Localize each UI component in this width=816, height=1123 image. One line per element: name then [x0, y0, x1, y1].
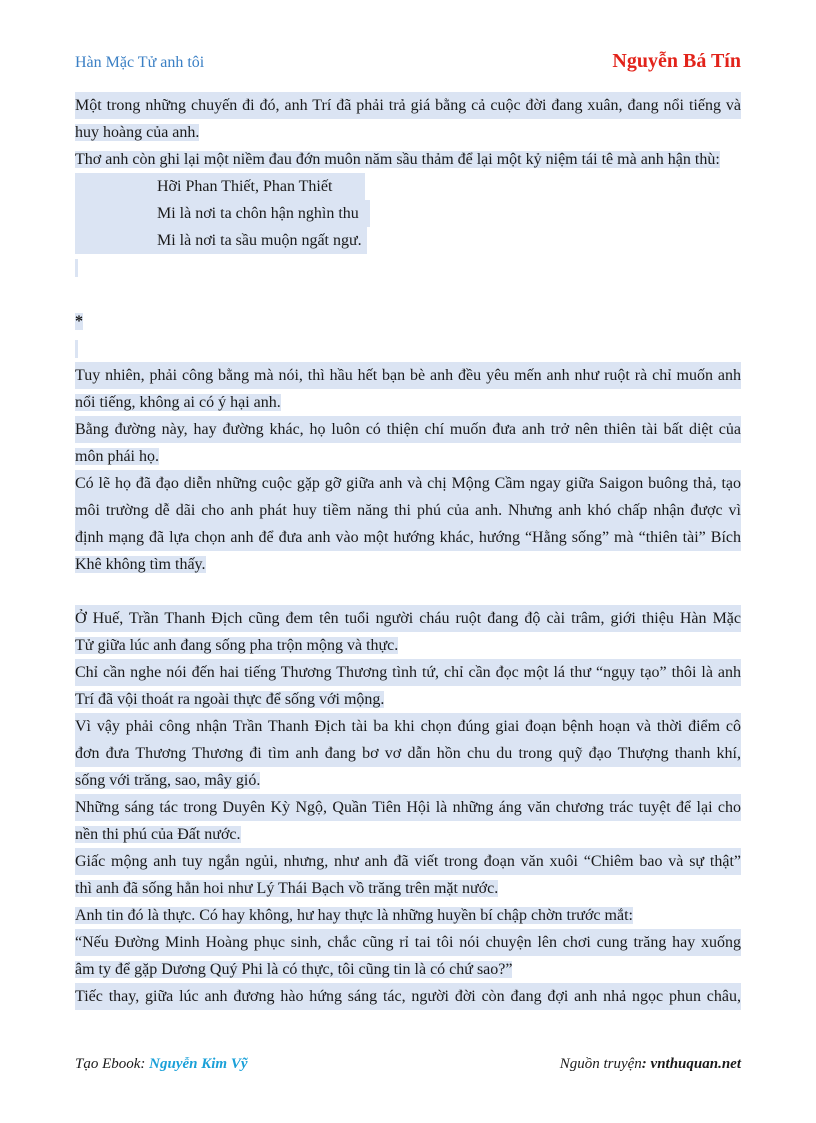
footer-ebook-credit: Tạo Ebook: Nguyễn Kim Vỹ	[75, 1056, 248, 1072]
verse-line[interactable]: Hỡi Phan Thiết, Phan Thiết	[75, 173, 741, 200]
text-line[interactable]: huy hoàng của anh.	[75, 124, 200, 141]
text-line[interactable]: môi trường dễ dãi cho anh phát huy tiềm năng thi phú của anh. Nhưng anh khó chấp nhận được vì	[75, 497, 741, 524]
footer-source-credit: Nguồn truyện: vnthuquan.net	[559, 1056, 741, 1072]
empty-selected-line	[75, 254, 741, 281]
verse-line[interactable]: Mi là nơi ta chôn hận nghìn thu	[75, 200, 741, 227]
text-line[interactable]: môn phái họ.	[75, 448, 159, 465]
page-content[interactable]	[75, 92, 741, 1010]
text-line[interactable]: đơn đưa Thương Thương đi tìm anh đang bơ vơ dẫn hồn chu du trong quỹ đạo Thượng thanh khí,	[75, 740, 741, 767]
text-line[interactable]: Bằng đường này, hay đường khác, họ luôn có thiện chí muốn đưa anh trở nên thiên tài bất diệt của	[75, 416, 741, 443]
empty-selected-line	[75, 335, 741, 362]
text-line[interactable]: Anh tin đó là thực. Có hay không, hư hay thực là những huyền bí chập chờn trước mắt:	[75, 907, 633, 924]
text-line[interactable]: Những sáng tác trong Duyên Kỳ Ngộ, Quần Tiên Hội là những áng văn chương trác tuyệt để lại cho	[75, 794, 741, 821]
text-line[interactable]: Tử giữa lúc anh đang sống pha trộn mộng và thực.	[75, 637, 399, 654]
text-line[interactable]: “Nếu Đường Minh Hoàng phục sinh, chắc cũng rỉ tai tôi nói chuyện lên chơi cung trăng hay xuống	[75, 929, 741, 956]
header-author: Nguyễn Bá Tín	[612, 50, 741, 72]
text-line[interactable]: âm ty để gặp Dương Quý Phi là có thực, tôi cũng tin là có chứ sao?”	[75, 961, 513, 978]
text-line[interactable]: Giấc mộng anh tuy ngắn ngủi, nhưng, như anh đã viết trong đoạn văn xuôi “Chiêm bao và sự thật”	[75, 848, 741, 875]
text-line[interactable]: định mạng đã lựa chọn anh để đưa anh vào một hướng khác, hướng “Hằng sống” mà “thiên tài” Bích	[75, 524, 741, 551]
source-site[interactable]: vnthuquan.net	[650, 1056, 741, 1072]
text-line[interactable]: Có lẽ họ đã đạo diễn những cuộc gặp gỡ giữa anh và chị Mộng Cầm ngay giữa Saigon buông thả, tạo	[75, 470, 741, 497]
text-line[interactable]: sống với trăng, sao, mây gió.	[75, 772, 261, 789]
verse-line[interactable]: Mi là nơi ta sầu muộn ngất ngư.	[75, 227, 741, 254]
text-line[interactable]: Ở Huế, Trần Thanh Địch cũng đem tên tuổi người cháu ruột đang độ cài trâm, giới thiệu Hàn Mặc	[75, 605, 741, 632]
page-footer	[75, 1056, 741, 1076]
text-line[interactable]: thì anh đã sống hẳn hoi như Lý Thái Bạch vồ trăng trên mặt nước.	[75, 880, 499, 897]
text-line[interactable]: nền thi phú của Đất nước.	[75, 826, 241, 843]
text-line[interactable]: Vì vậy phải công nhận Trần Thanh Địch tài ba khi chọn đúng giai đoạn bệnh hoạn và thời điểm cô	[75, 713, 741, 740]
text-line[interactable]: Một trong những chuyến đi đó, anh Trí đã phải trả giá bằng cả cuộc đời đang xuân, đang nổi tiếng và	[75, 92, 741, 119]
text-line[interactable]: Tiếc thay, giữa lúc anh đương hào hứng sáng tác, người đời còn đang đợi anh nhả ngọc phun châu,	[75, 983, 741, 1010]
text-line[interactable]: Khê không tìm thấy.	[75, 556, 206, 573]
section-separator: *	[75, 313, 83, 330]
ebook-creator-name: Nguyễn Kim Vỹ	[149, 1056, 248, 1072]
text-line[interactable]: Tuy nhiên, phải công bằng mà nói, thì hầu hết bạn bè anh đều yêu mến anh như ruột rà chỉ muốn anh	[75, 362, 741, 389]
text-line[interactable]: Trí đã vội thoát ra ngoài thực để sống với mộng.	[75, 691, 385, 708]
text-line[interactable]: Chỉ cần nghe nói đến hai tiếng Thương Thương tình tứ, chỉ cần đọc một lá thư “ngụy tạo” thôi là anh	[75, 659, 741, 686]
page-header	[75, 50, 741, 78]
text-line[interactable]: nổi tiếng, không ai có ý hại anh.	[75, 394, 281, 411]
text-line[interactable]: Thơ anh còn ghi lại một niềm đau đớn muôn năm sầu thảm để lại một kỷ niệm tái tê mà anh hận thù:	[75, 151, 720, 168]
header-book-title: Hàn Mặc Tử anh tôi	[75, 54, 205, 71]
